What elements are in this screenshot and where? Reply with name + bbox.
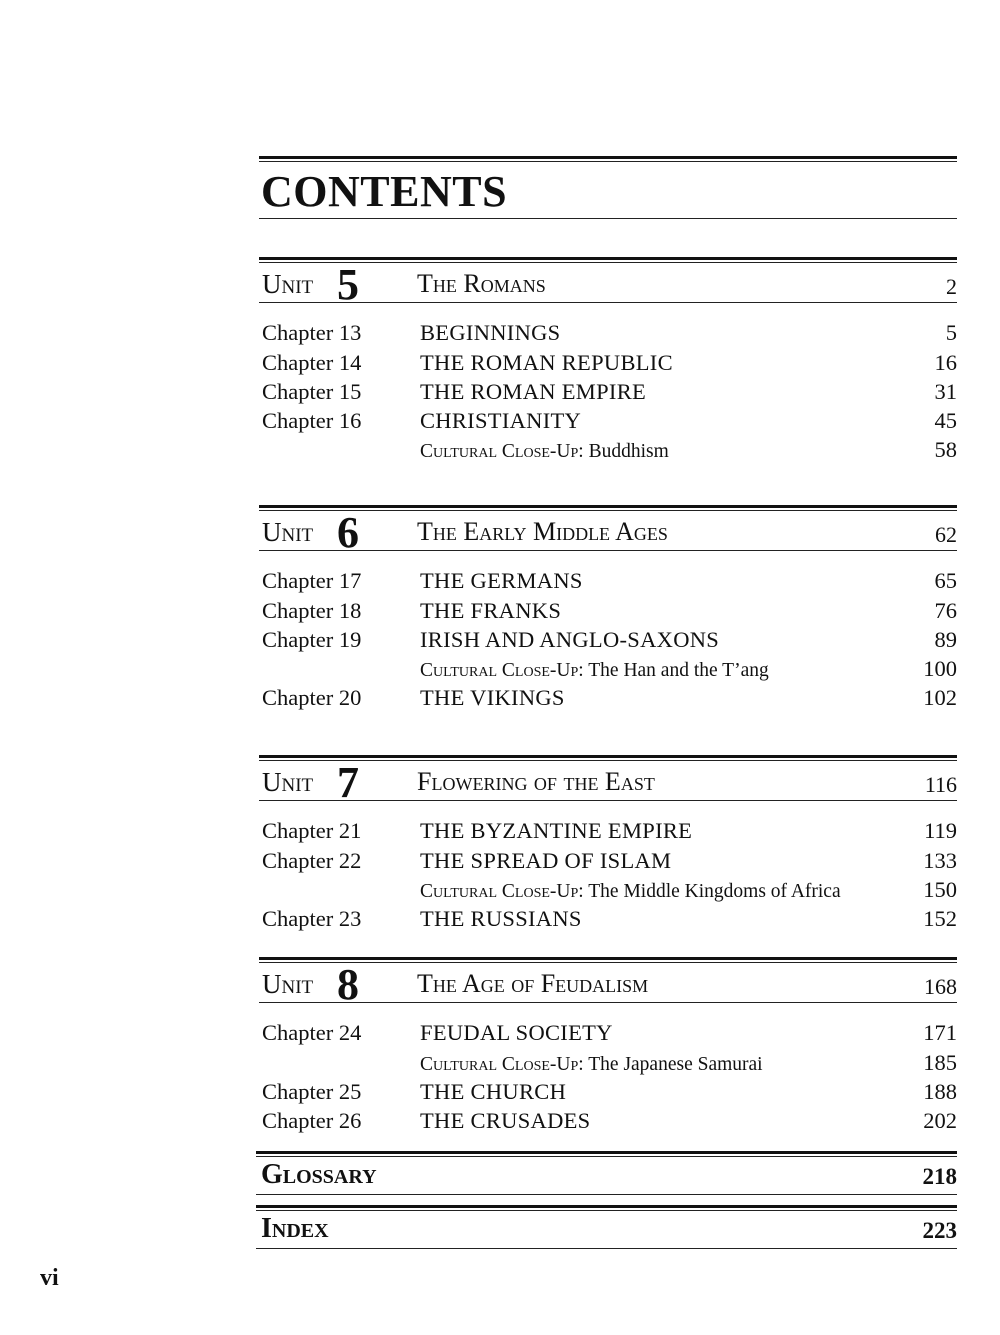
closeup-subject: Buddhism bbox=[588, 441, 669, 463]
chapter-label: Chapter 26 bbox=[262, 1108, 362, 1134]
chapter-page: 152 bbox=[923, 906, 957, 932]
chapter-page: 89 bbox=[934, 626, 957, 652]
unit-section bbox=[259, 257, 957, 463]
chapter-label: Chapter 15 bbox=[262, 378, 362, 404]
chapter-title: BEGINNINGS bbox=[420, 320, 561, 346]
cultural-closeup-row[interactable] bbox=[259, 653, 957, 682]
chapter-label: Chapter 21 bbox=[262, 818, 362, 844]
chapter-title: THE CRUSADES bbox=[420, 1108, 591, 1134]
unit-section bbox=[259, 755, 957, 932]
chapter-page: 119 bbox=[924, 818, 957, 844]
chapter-title: FEUDAL SOCIETY bbox=[420, 1020, 613, 1046]
chapter-row[interactable] bbox=[259, 1017, 957, 1046]
chapter-label: Chapter 22 bbox=[262, 847, 362, 873]
index-entry[interactable] bbox=[256, 1205, 957, 1249]
chapter-page: 102 bbox=[923, 685, 957, 711]
chapter-page: 150 bbox=[923, 876, 957, 902]
contents-header bbox=[259, 156, 957, 219]
unit-label: Unit bbox=[262, 767, 314, 797]
chapter-label: Chapter 17 bbox=[262, 568, 362, 594]
chapter-label: Chapter 14 bbox=[262, 349, 362, 375]
closeup-title bbox=[420, 1054, 887, 1076]
chapter-row[interactable] bbox=[259, 1076, 957, 1105]
chapter-title: THE RUSSIANS bbox=[420, 906, 582, 932]
chapter-label: Chapter 23 bbox=[262, 906, 362, 932]
unit-section bbox=[259, 505, 957, 711]
rule bbox=[259, 257, 957, 260]
chapter-page: 16 bbox=[934, 349, 957, 375]
chapter-row[interactable] bbox=[259, 624, 957, 653]
chapter-title: THE FRANKS bbox=[420, 597, 562, 623]
closeup-prefix: Cultural Close-Up: bbox=[420, 880, 584, 902]
chapter-row[interactable] bbox=[259, 844, 957, 873]
unit-title: Flowering of the East bbox=[417, 767, 655, 796]
chapter-row[interactable] bbox=[259, 1105, 957, 1134]
rule bbox=[259, 755, 957, 758]
chapter-title: IRISH AND ANGLO-SAXONS bbox=[420, 626, 720, 652]
chapter-title: THE GERMANS bbox=[420, 568, 583, 594]
page-number: vi bbox=[40, 1265, 59, 1291]
closeup-title bbox=[420, 441, 887, 463]
rule bbox=[256, 1205, 957, 1208]
chapter-row[interactable] bbox=[259, 346, 957, 375]
unit-label: Unit bbox=[262, 969, 314, 999]
unit-number: 7 bbox=[337, 758, 359, 807]
unit-title: The Romans bbox=[417, 269, 546, 298]
closeup-prefix: Cultural Close-Up: bbox=[420, 660, 584, 682]
chapter-row[interactable] bbox=[259, 594, 957, 623]
chapter-label: Chapter 25 bbox=[262, 1078, 362, 1104]
chapter-title: THE ROMAN EMPIRE bbox=[420, 378, 647, 404]
glossary-page: 218 bbox=[922, 1164, 957, 1189]
unit-number: 8 bbox=[337, 960, 359, 1009]
chapter-page: 76 bbox=[934, 597, 957, 623]
unit-title: The Age of Feudalism bbox=[417, 969, 649, 998]
closeup-title bbox=[420, 660, 887, 682]
unit-label: Unit bbox=[262, 269, 314, 299]
unit-page: 2 bbox=[946, 274, 957, 299]
unit-section bbox=[259, 957, 957, 1134]
chapter-title: THE BYZANTINE EMPIRE bbox=[420, 818, 693, 844]
chapter-page: 100 bbox=[923, 656, 957, 682]
chapter-page: 65 bbox=[934, 568, 957, 594]
glossary-title: Glossary bbox=[261, 1159, 377, 1190]
chapter-page: 45 bbox=[934, 408, 957, 434]
chapter-label: Chapter 18 bbox=[262, 597, 362, 623]
unit-header[interactable] bbox=[259, 960, 957, 1009]
rule bbox=[259, 161, 957, 162]
chapter-label: Chapter 16 bbox=[262, 408, 362, 434]
rule bbox=[259, 957, 957, 960]
unit-title: The Early Middle Ages bbox=[417, 517, 668, 546]
unit-page: 116 bbox=[924, 772, 957, 797]
chapter-title: THE CHURCH bbox=[420, 1078, 567, 1104]
chapter-row[interactable] bbox=[259, 565, 957, 594]
unit-page: 168 bbox=[924, 974, 957, 999]
rule bbox=[256, 1248, 957, 1249]
chapter-title: THE VIKINGS bbox=[420, 685, 565, 711]
closeup-subject: The Middle Kingdoms of Africa bbox=[588, 880, 841, 902]
closeup-subject: The Han and the T’ang bbox=[588, 660, 769, 682]
chapter-label: Chapter 19 bbox=[262, 626, 362, 652]
unit-header[interactable] bbox=[259, 758, 957, 807]
chapter-page: 133 bbox=[923, 847, 957, 873]
rule bbox=[256, 1151, 957, 1154]
chapter-row[interactable] bbox=[259, 815, 957, 844]
chapter-row[interactable] bbox=[259, 376, 957, 405]
closeup-prefix: Cultural Close-Up: bbox=[420, 441, 584, 463]
chapter-page: 171 bbox=[923, 1020, 957, 1046]
cultural-closeup-row[interactable] bbox=[259, 434, 957, 463]
rule bbox=[256, 1194, 957, 1195]
chapter-label: Chapter 24 bbox=[262, 1020, 362, 1046]
chapter-page: 31 bbox=[934, 378, 957, 404]
chapter-row[interactable] bbox=[259, 903, 957, 932]
unit-label: Unit bbox=[262, 517, 314, 547]
chapter-page: 188 bbox=[923, 1078, 957, 1104]
closeup-prefix: Cultural Close-Up: bbox=[420, 1053, 584, 1075]
chapter-label: Chapter 20 bbox=[262, 685, 362, 711]
rule bbox=[259, 156, 957, 159]
unit-page: 62 bbox=[935, 522, 957, 547]
cultural-closeup-row[interactable] bbox=[259, 1046, 957, 1075]
unit-header[interactable] bbox=[259, 260, 957, 309]
chapter-page: 5 bbox=[945, 320, 957, 346]
glossary-entry[interactable] bbox=[256, 1151, 957, 1195]
index-title: Index bbox=[261, 1213, 329, 1244]
unit-header[interactable] bbox=[259, 508, 957, 557]
rule bbox=[259, 218, 957, 219]
chapter-row[interactable] bbox=[259, 682, 957, 711]
chapter-page: 185 bbox=[923, 1049, 957, 1075]
index-page: 223 bbox=[922, 1218, 957, 1243]
closeup-title bbox=[420, 881, 887, 903]
unit-number: 6 bbox=[337, 508, 359, 557]
page-title: CONTENTS bbox=[261, 167, 508, 216]
chapter-title: THE ROMAN REPUBLIC bbox=[420, 349, 673, 375]
chapter-title: THE SPREAD OF ISLAM bbox=[420, 847, 672, 873]
chapter-row[interactable] bbox=[259, 405, 957, 434]
rule bbox=[259, 505, 957, 508]
chapter-title: CHRISTIANITY bbox=[420, 408, 582, 434]
chapter-label: Chapter 13 bbox=[262, 320, 362, 346]
unit-number: 5 bbox=[337, 260, 359, 309]
chapter-page: 202 bbox=[923, 1108, 957, 1134]
closeup-subject: The Japanese Samurai bbox=[588, 1053, 763, 1075]
chapter-page: 58 bbox=[934, 437, 957, 463]
chapter-row[interactable] bbox=[259, 317, 957, 346]
cultural-closeup-row[interactable] bbox=[259, 874, 957, 903]
